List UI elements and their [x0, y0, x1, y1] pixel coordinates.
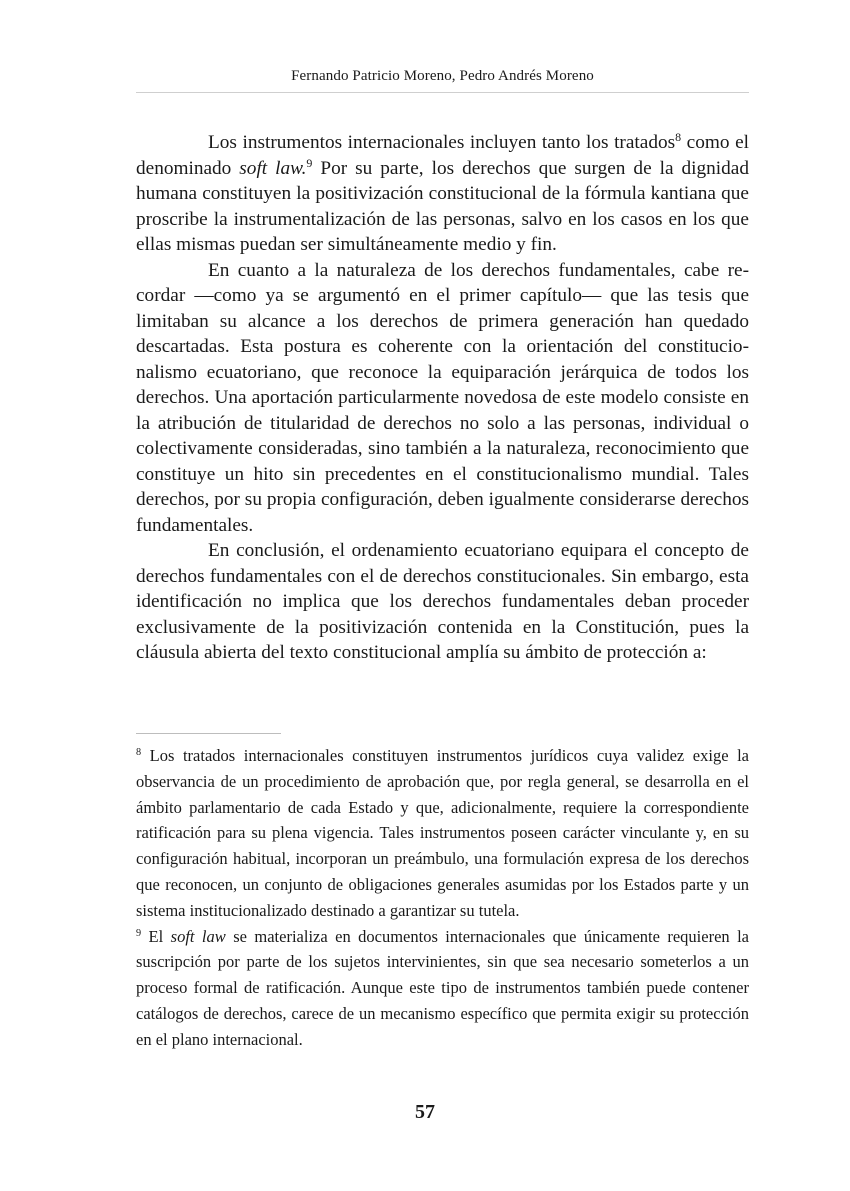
- paragraph-3: En conclusión, el ordenamiento ecuatoriano equipara el concepto de derechos fundamentales con el de derechos constitucionales. Sin embargo, esta identificación no implica que los derechos fundamentales deban proceder exclusivamente de la positivización contenida en la Constitución, pues la cláusula abierta del texto constitucional amplía su ámbito de protección a:: [136, 540, 749, 663]
- paragraph-1-text-b: como el denominado: [136, 132, 749, 179]
- footnotes: [136, 743, 749, 1053]
- footnote-9-text: se materializa en documentos internacionales que únicamente requieren la suscripción por parte de los sujetos intervinientes, sin que sea necesario someterlos a un proceso formal de ratificación. Aunque este tipo de instrumentos también puede contener catálogos de derechos, carece de un mecanismo específico que permita exigir su protección en el plano internacional.: [136, 926, 749, 1049]
- footnote-8: [136, 743, 749, 924]
- footnote-8-marker: 8: [136, 746, 142, 758]
- footnote-ref-9: 9: [306, 155, 313, 170]
- page-number: 57: [415, 1101, 435, 1123]
- paragraph-1-text-c: Por su parte, los derechos que surgen de la dignidad humana constituyen la positivización constitucional de la fórmula kantiana que proscribe la instrumentalización de las personas, salvo en los casos en los que ellas mismas puedan ser simultáneamente medio y fin.: [136, 157, 749, 255]
- footnote-9-pre: El: [141, 926, 171, 946]
- running-header: Fernando Patricio Moreno, Pedro Andrés Moreno: [291, 68, 594, 84]
- footnote-9: [136, 924, 749, 1053]
- paragraph-1: [136, 130, 749, 258]
- footnote-8-text: Los tratados internacionales constituyen instrumentos jurídicos cuya validez exige la observancia de un procedimiento de aprobación que, por regla general, se desarrolla en el ámbito parlamentario de cada Estado y que, adicionalmente, requiere la correspondiente ratificación para su plena vigencia. Tales instrumentos poseen carácter vinculante y, en su configuración habitual, incorporan un preámbulo, una formulación expresa de los derechos que reconocen, un conjunto de obligaciones generales asumidas por los Estados parte y un sistema institucionalizado destinado a garantizar su tutela.: [136, 746, 749, 920]
- header-rule: [136, 92, 749, 93]
- footnote-ref-8: 8: [675, 129, 682, 144]
- footnote-rule: [136, 733, 281, 734]
- footnote-9-italic: soft law: [170, 926, 226, 946]
- footnote-9-marker: 9: [136, 927, 142, 939]
- main-text: [136, 130, 749, 666]
- soft-law-term: soft law.: [239, 157, 307, 179]
- paragraph-2: En cuanto a la naturaleza de los derechos fundamentales, cabe recordar —como ya se argumentó en el primer capítulo— que las tesis que limitaban su alcance a los derechos de primera generación han quedado descartadas. Esta postura es coherente con la orientación del constitucionalismo ecuatoriano, que reconoce la equiparación jerárquica de todos los derechos. Una aportación particularmente novedosa de este modelo consiste en la atribución de titularidad de derechos no solo a las personas, individual o colectivamente consideradas, sino también a la naturaleza, reconocimiento que constituye un hito sin precedentes en el constitucionalismo mundial. Tales derechos, por su propia configuración, deben igualmente considerarse derechos fundamentales.: [136, 259, 749, 536]
- paragraph-1-text-a: Los instrumentos internacionales incluyen tanto los tratados: [208, 132, 676, 153]
